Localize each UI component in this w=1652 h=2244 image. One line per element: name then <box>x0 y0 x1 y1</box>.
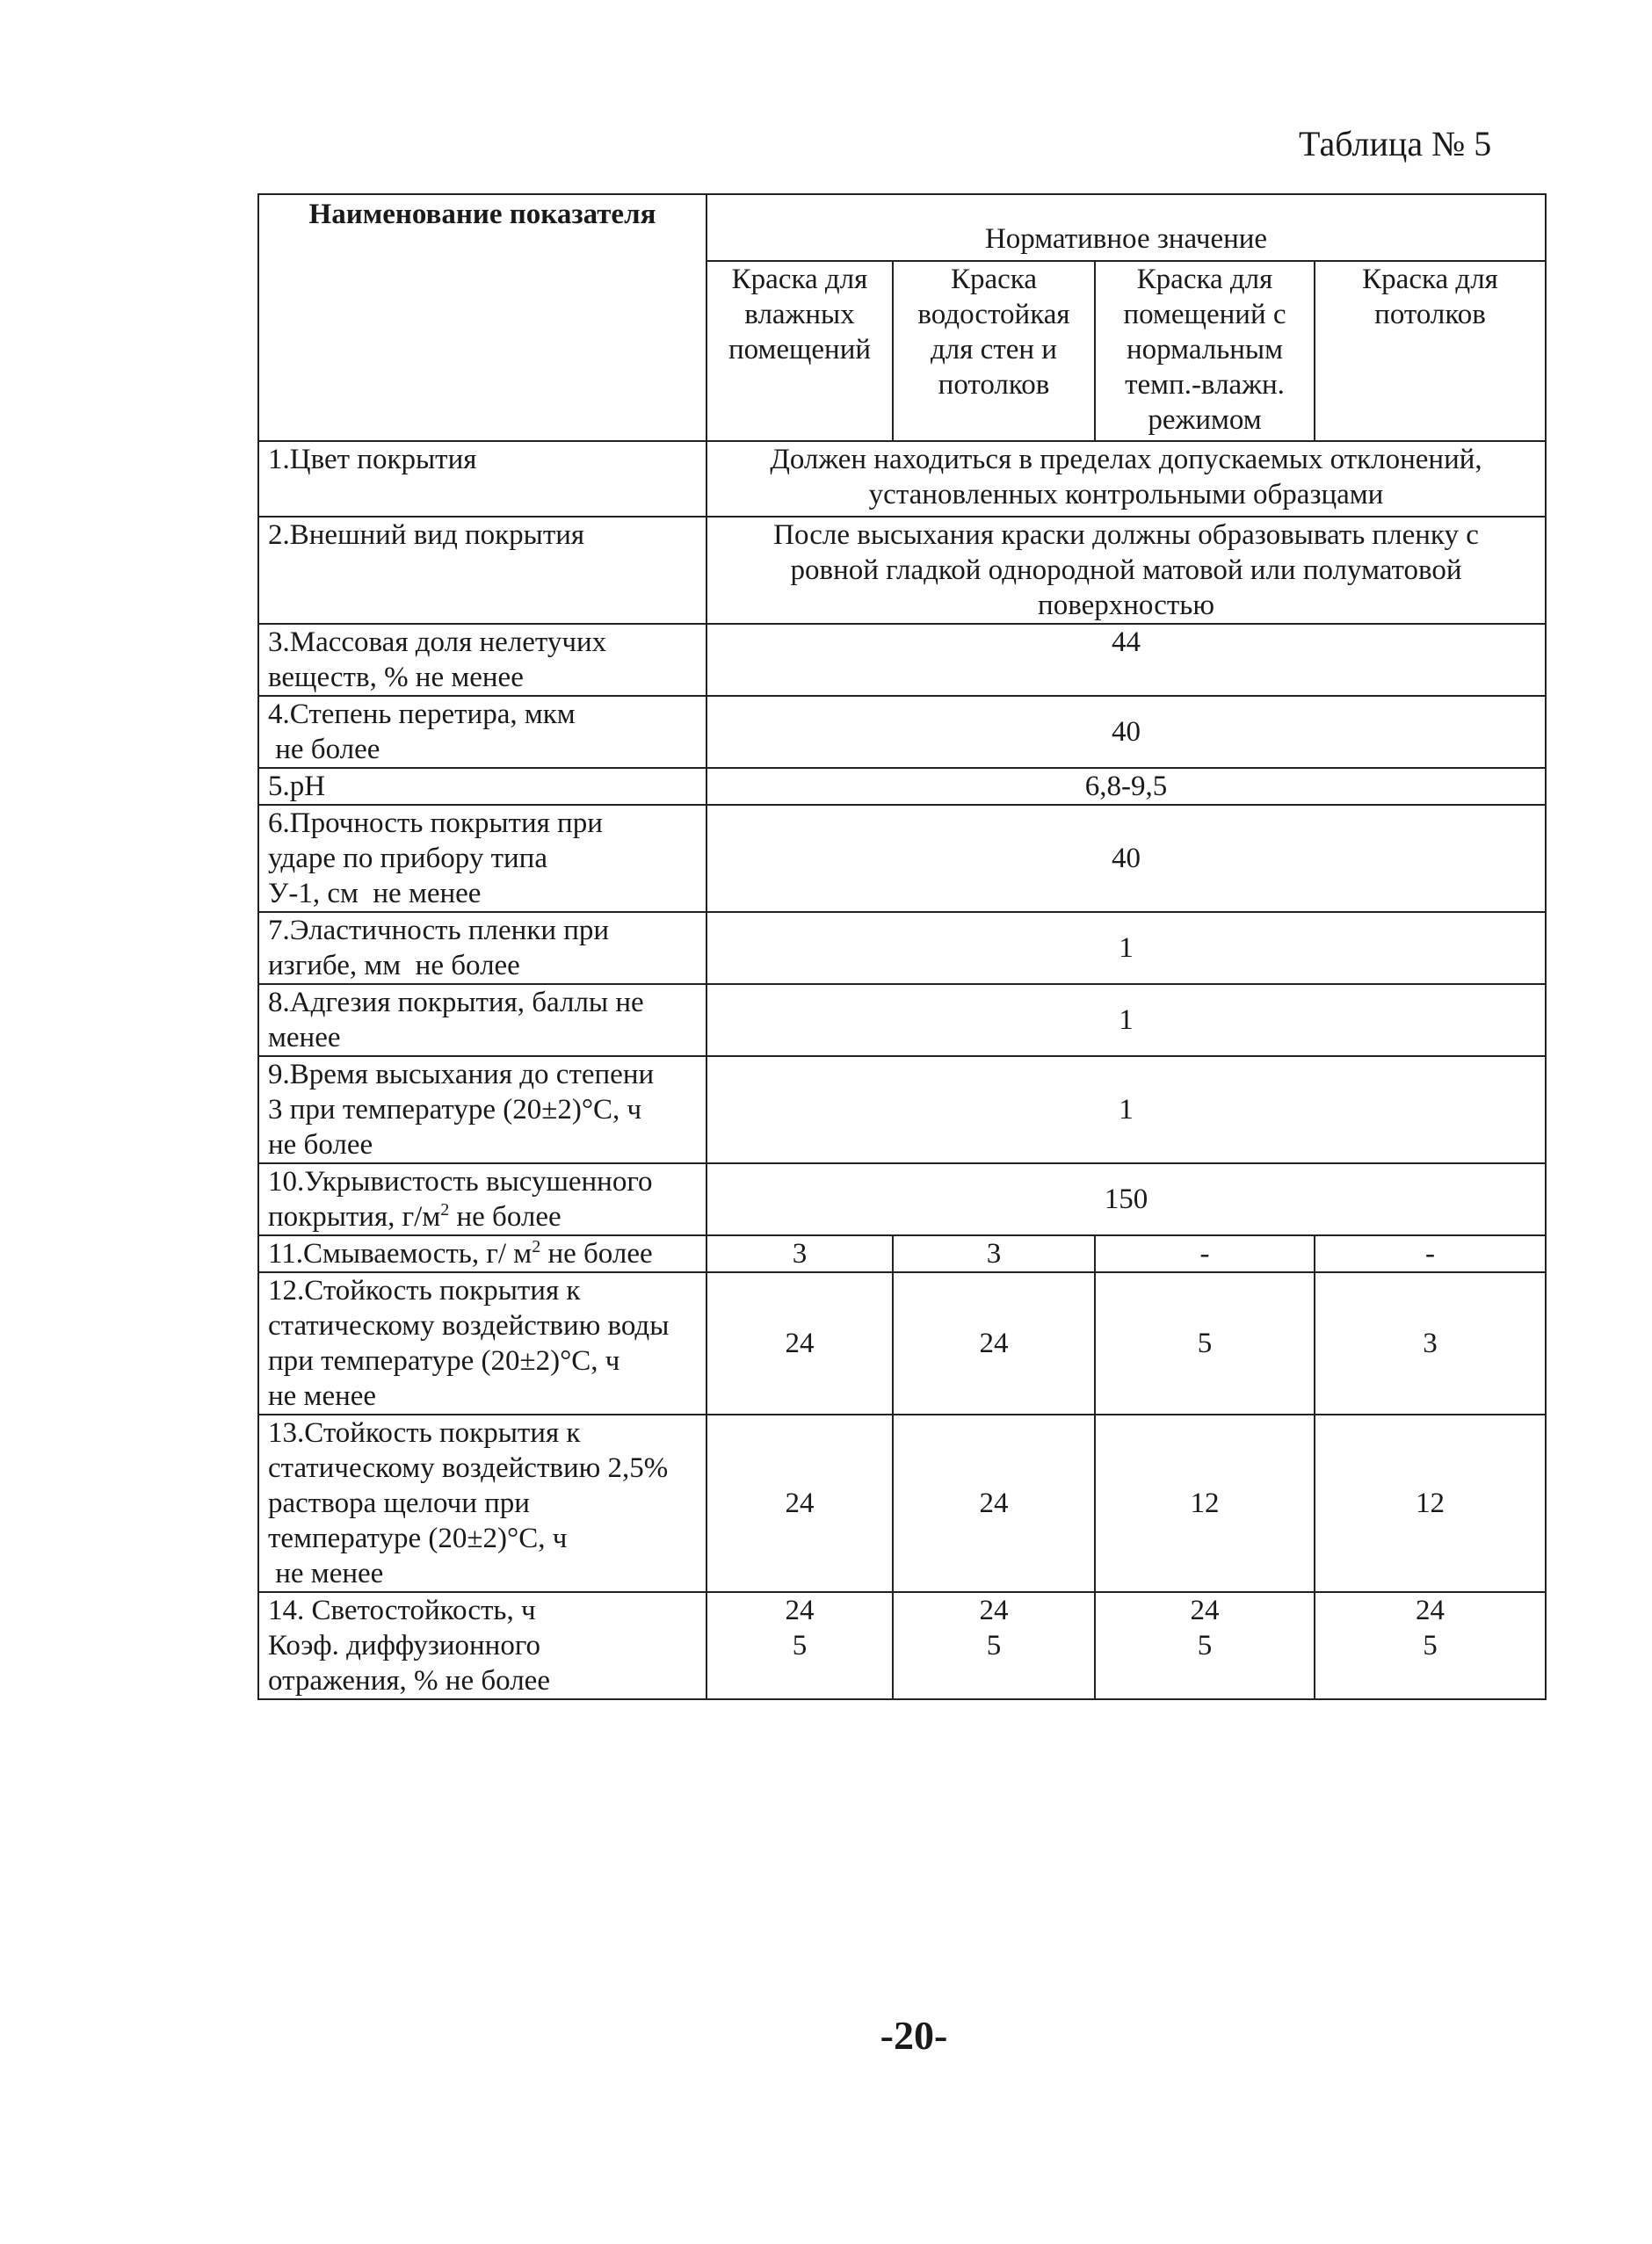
row-value-normal-rooms: 24 5 <box>1095 1592 1315 1699</box>
row-value-waterproof: 3 <box>893 1235 1095 1272</box>
row-indicator: 14. Светостойкость, ч Коэф. диффузионного отражения, % не более <box>258 1592 706 1699</box>
specification-table <box>257 193 1547 1700</box>
row-value: 1 <box>706 1056 1546 1163</box>
row-value: После высыхания краски должны образовывать пленку с ровной гладкой однородной матовой или полуматовой поверхностью <box>706 517 1546 624</box>
row-value-wet-rooms: 24 <box>706 1272 893 1415</box>
row-value-ceilings: - <box>1315 1235 1546 1272</box>
table-row <box>258 1415 1546 1592</box>
row-value-normal-rooms: 5 <box>1095 1272 1315 1415</box>
row-value-wet-rooms: 24 <box>706 1415 893 1592</box>
row-indicator: 6.Прочность покрытия при ударе по прибору типа У-1, см не менее <box>258 805 706 912</box>
row-indicator: 9.Время высыхания до степени 3 при температуре (20±2)°С, ч не более <box>258 1056 706 1163</box>
table-row <box>258 517 1546 624</box>
row-value-waterproof: 24 <box>893 1415 1095 1592</box>
row-value-ceilings: 12 <box>1315 1415 1546 1592</box>
row-value-normal-rooms: 12 <box>1095 1415 1315 1592</box>
header-row <box>258 194 1546 261</box>
row-value: Должен находиться в пределах допускаемых отклонений, установленных контрольными образцами <box>706 441 1546 517</box>
row-value: 44 <box>706 624 1546 696</box>
row-value-ceilings: 3 <box>1315 1272 1546 1415</box>
row-value-waterproof: 24 <box>893 1272 1095 1415</box>
table-row <box>258 1272 1546 1415</box>
table-row <box>258 912 1546 984</box>
header-col-ceilings: Краска для потолков <box>1315 261 1546 441</box>
row-indicator: 5.pH <box>258 768 706 805</box>
table-row <box>258 624 1546 696</box>
row-value: 6,8-9,5 <box>706 768 1546 805</box>
table-row <box>258 441 1546 517</box>
row-indicator: 10.Укрывистость высушенного покрытия, $г/м^2$ не более <box>258 1163 706 1235</box>
row-indicator: 7.Эластичность пленки при изгибе, мм не более <box>258 912 706 984</box>
header-col-waterproof: Краска водостойкая для стен и потолков <box>893 261 1095 441</box>
row-value-wet-rooms: 24 5 <box>706 1592 893 1699</box>
row-indicator: 11.Смываемость, г/ $м^2$ не более <box>258 1235 706 1272</box>
table-row <box>258 984 1546 1056</box>
table-row <box>258 1056 1546 1163</box>
row-value: 150 <box>706 1163 1546 1235</box>
row-value-wet-rooms: 3 <box>706 1235 893 1272</box>
header-indicator-name: Наименование показателя <box>258 194 706 441</box>
table-row <box>258 1592 1546 1699</box>
row-value: 1 <box>706 984 1546 1056</box>
table-row <box>258 696 1546 768</box>
row-indicator: 8.Адгезия покрытия, баллы не менее <box>258 984 706 1056</box>
row-value-ceilings: 24 5 <box>1315 1592 1546 1699</box>
row-value: 40 <box>706 696 1546 768</box>
header-col-normal-rooms: Краска для помещений с нормальным темп.-влажн. режимом <box>1095 261 1315 441</box>
header-col-wet-rooms: Краска для влажных помещений <box>706 261 893 441</box>
row-indicator: 3.Массовая доля нелетучих веществ, % не менее <box>258 624 706 696</box>
row-value-normal-rooms: - <box>1095 1235 1315 1272</box>
table-row <box>258 805 1546 912</box>
row-indicator: 12.Стойкость покрытия к статическому воздействию воды при температуре (20±2)°С, ч не менее <box>258 1272 706 1415</box>
row-indicator: 2.Внешний вид покрытия <box>258 517 706 624</box>
table-row <box>258 1163 1546 1235</box>
table-caption: Таблица № 5 <box>1299 124 1492 163</box>
table-row <box>258 1235 1546 1272</box>
row-indicator: 1.Цвет покрытия <box>258 441 706 517</box>
page-number: -20- <box>880 2013 948 2058</box>
header-normative-value: Нормативное значение <box>706 194 1546 261</box>
row-value-waterproof: 24 5 <box>893 1592 1095 1699</box>
row-value: 1 <box>706 912 1546 984</box>
row-value: 40 <box>706 805 1546 912</box>
table-row <box>258 768 1546 805</box>
row-indicator: 4.Степень перетира, мкм не более <box>258 696 706 768</box>
row-indicator: 13.Стойкость покрытия к статическому воздействию 2,5% раствора щелочи при температуре (20±2)°С, ч не менее <box>258 1415 706 1592</box>
